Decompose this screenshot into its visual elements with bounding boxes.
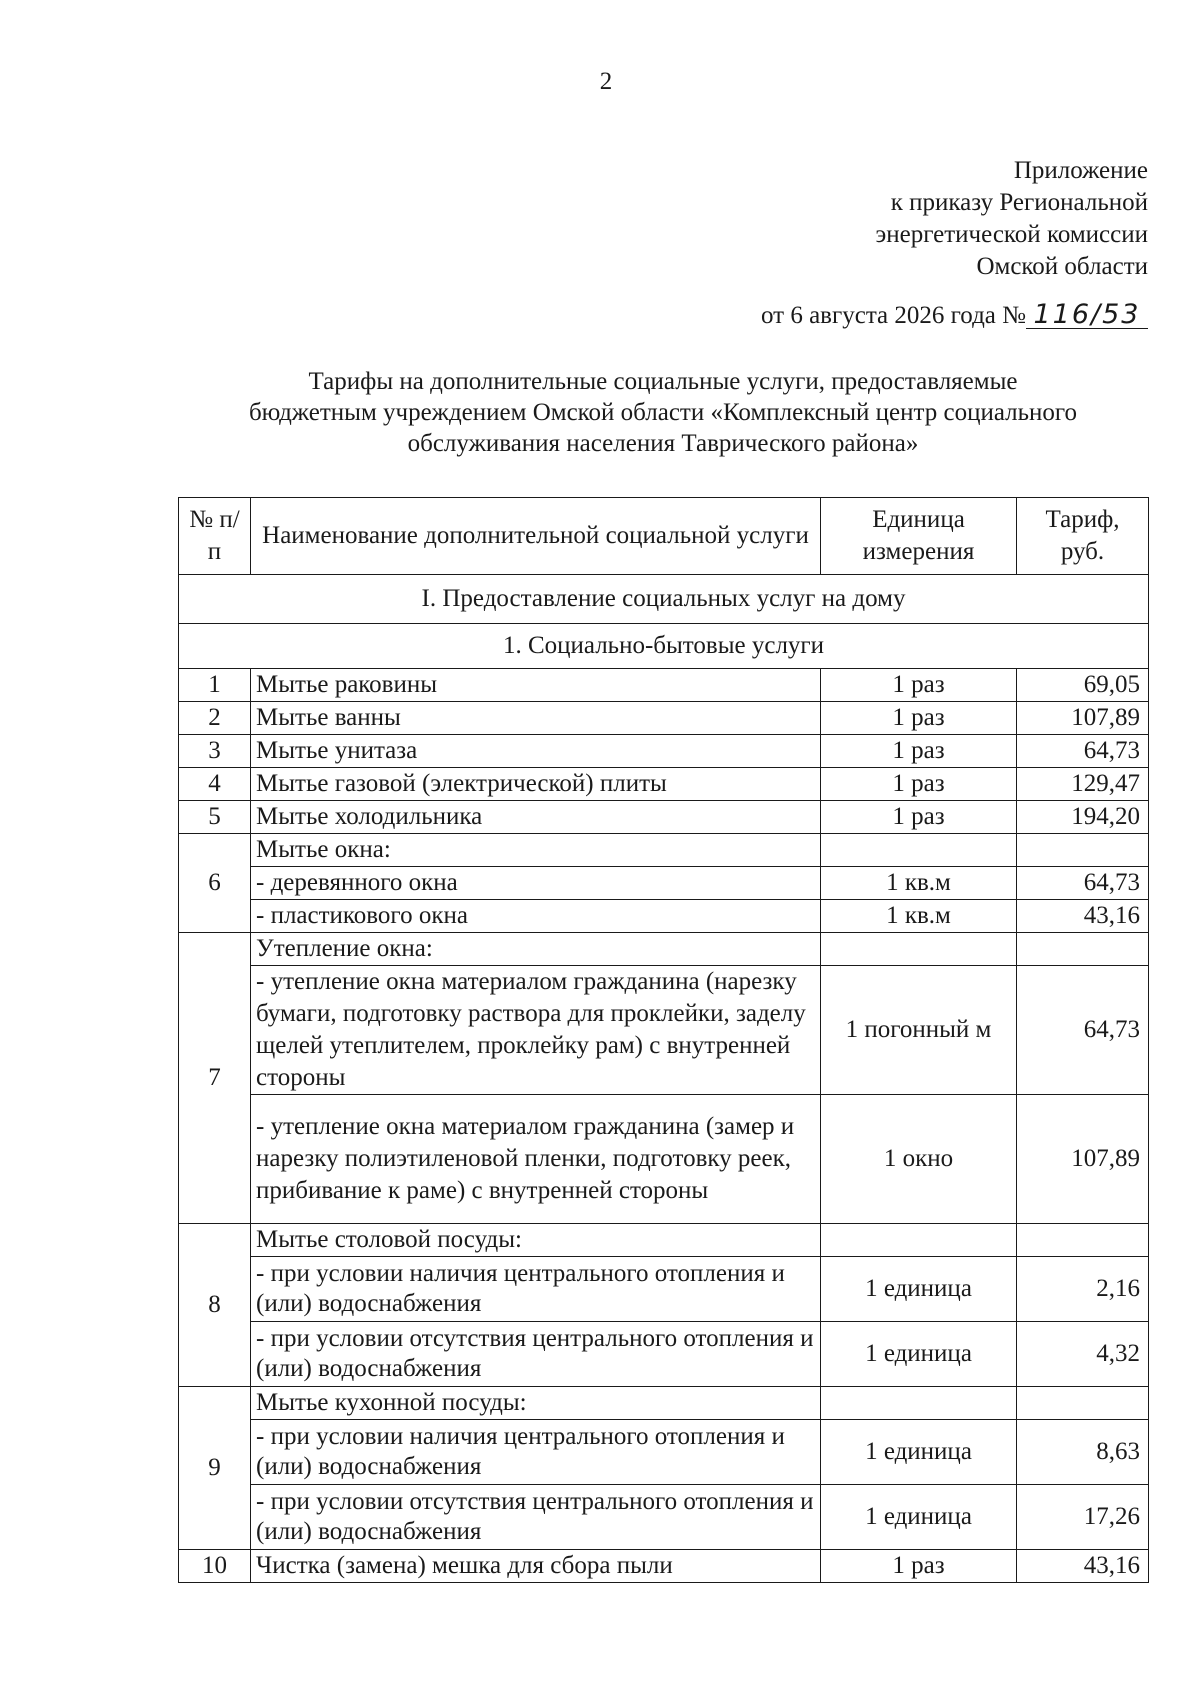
row-number: 4 bbox=[179, 768, 251, 801]
order-date-line bbox=[760, 299, 1148, 330]
service-name: Мытье ванны bbox=[251, 702, 821, 735]
appendix-line: к приказу Региональной bbox=[890, 189, 1148, 216]
tariff-cell: 64,73 bbox=[1017, 735, 1149, 768]
row-number: 7 bbox=[179, 933, 251, 1224]
tariff-cell bbox=[1017, 1387, 1149, 1420]
header-number: № п/п bbox=[179, 498, 251, 575]
unit-cell: 1 единица bbox=[821, 1420, 1017, 1485]
table-row bbox=[179, 933, 1149, 966]
unit-cell bbox=[821, 933, 1017, 966]
table-row bbox=[179, 1257, 1149, 1322]
header-tariff: Тариф, руб. bbox=[1017, 498, 1149, 575]
appendix-block bbox=[876, 155, 1148, 283]
tariff-cell bbox=[1017, 1224, 1149, 1257]
table-row bbox=[179, 900, 1149, 933]
unit-cell: 1 раз bbox=[821, 801, 1017, 834]
table-row bbox=[179, 1485, 1149, 1550]
table-row bbox=[179, 1322, 1149, 1387]
row-number: 1 bbox=[179, 669, 251, 702]
service-heading: Мытье кухонной посуды: bbox=[251, 1387, 821, 1420]
unit-cell: 1 кв.м bbox=[821, 900, 1017, 933]
row-number: 5 bbox=[179, 801, 251, 834]
unit-cell: 1 единица bbox=[821, 1257, 1017, 1322]
table-header-row bbox=[179, 498, 1149, 575]
tariff-cell: 107,89 bbox=[1017, 702, 1149, 735]
appendix-line: Приложение bbox=[1013, 157, 1148, 184]
page-number: 2 bbox=[599, 68, 613, 95]
subsection-row bbox=[179, 624, 1149, 669]
unit-cell: 1 окно bbox=[821, 1095, 1017, 1224]
service-name: - утепление окна материалом гражданина (замер и нарезку полиэтиленовой пленки, подготовку реек, прибивание к раме) с внутренней стороны bbox=[251, 1095, 821, 1224]
order-date-text: от 6 августа 2026 года № bbox=[760, 302, 1026, 329]
service-heading: Мытье окна: bbox=[251, 834, 821, 867]
unit-cell: 1 раз bbox=[821, 735, 1017, 768]
service-name: Мытье газовой (электрической) плиты bbox=[251, 768, 821, 801]
unit-cell: 1 единица bbox=[821, 1322, 1017, 1387]
table-row bbox=[179, 1387, 1149, 1420]
unit-cell: 1 раз bbox=[821, 702, 1017, 735]
unit-cell bbox=[821, 834, 1017, 867]
unit-cell: 1 раз bbox=[821, 1550, 1017, 1583]
tariff-cell: 43,16 bbox=[1017, 1550, 1149, 1583]
tariff-cell: 64,73 bbox=[1017, 867, 1149, 900]
title-line: бюджетным учреждением Омской области «Комплексный центр социального bbox=[248, 399, 1078, 426]
unit-cell: 1 кв.м bbox=[821, 867, 1017, 900]
table-row bbox=[179, 834, 1149, 867]
subsection-title: 1. Социально-бытовые услуги bbox=[179, 624, 1149, 669]
appendix-line: энергетической комиссии bbox=[875, 221, 1148, 248]
title-line: обслуживания населения Таврического района» bbox=[407, 430, 919, 457]
table-row bbox=[179, 801, 1149, 834]
tariff-cell: 69,05 bbox=[1017, 669, 1149, 702]
service-heading: Утепление окна: bbox=[251, 933, 821, 966]
order-number-handwritten: 116/53 bbox=[1026, 302, 1148, 329]
tariff-cell: 4,32 bbox=[1017, 1322, 1149, 1387]
table-row bbox=[179, 867, 1149, 900]
tariff-cell bbox=[1017, 834, 1149, 867]
service-name: Чистка (замена) мешка для сбора пыли bbox=[251, 1550, 821, 1583]
unit-cell: 1 раз bbox=[821, 669, 1017, 702]
service-name: - при условии наличия центрального отопления и (или) водоснабжения bbox=[251, 1257, 821, 1322]
header-name: Наименование дополнительной социальной услуги bbox=[251, 498, 821, 575]
service-name: - при условии наличия центрального отопления и (или) водоснабжения bbox=[251, 1420, 821, 1485]
service-name: - при условии отсутствия центрального отопления и (или) водоснабжения bbox=[251, 1485, 821, 1550]
table-row bbox=[179, 669, 1149, 702]
section-row bbox=[179, 575, 1149, 624]
service-name: - утепление окна материалом гражданина (нарезку бумаги, подготовку раствора для проклейки, заделу щелей утеплителем, проклейку рам) с внутренней стороны bbox=[251, 966, 821, 1095]
service-name: Мытье раковины bbox=[251, 669, 821, 702]
row-number: 3 bbox=[179, 735, 251, 768]
table-row bbox=[179, 966, 1149, 1095]
tariff-table bbox=[178, 497, 1149, 1583]
tariff-cell: 64,73 bbox=[1017, 966, 1149, 1095]
row-number: 8 bbox=[179, 1224, 251, 1387]
tariff-cell: 129,47 bbox=[1017, 768, 1149, 801]
service-heading: Мытье столовой посуды: bbox=[251, 1224, 821, 1257]
tariff-cell: 2,16 bbox=[1017, 1257, 1149, 1322]
unit-cell: 1 раз bbox=[821, 768, 1017, 801]
table-row bbox=[179, 1550, 1149, 1583]
unit-cell: 1 единица bbox=[821, 1485, 1017, 1550]
table-row bbox=[179, 1224, 1149, 1257]
section-title: I. Предоставление социальных услуг на дому bbox=[179, 575, 1149, 624]
table-row bbox=[179, 1420, 1149, 1485]
service-name: - при условии отсутствия центрального отопления и (или) водоснабжения bbox=[251, 1322, 821, 1387]
row-number: 6 bbox=[179, 834, 251, 933]
unit-cell bbox=[821, 1387, 1017, 1420]
tariff-cell bbox=[1017, 933, 1149, 966]
service-name: - деревянного окна bbox=[251, 867, 821, 900]
header-unit: Единица измерения bbox=[821, 498, 1017, 575]
service-name: Мытье унитаза bbox=[251, 735, 821, 768]
row-number: 9 bbox=[179, 1387, 251, 1550]
tariff-cell: 17,26 bbox=[1017, 1485, 1149, 1550]
tariff-cell: 107,89 bbox=[1017, 1095, 1149, 1224]
tariff-cell: 194,20 bbox=[1017, 801, 1149, 834]
row-number: 10 bbox=[179, 1550, 251, 1583]
unit-cell bbox=[821, 1224, 1017, 1257]
table-row bbox=[179, 1095, 1149, 1224]
table-row bbox=[179, 735, 1149, 768]
service-name: Мытье холодильника bbox=[251, 801, 821, 834]
table-row bbox=[179, 768, 1149, 801]
document-title bbox=[178, 366, 1148, 459]
table-row bbox=[179, 702, 1149, 735]
appendix-line: Омской области bbox=[976, 253, 1148, 280]
tariff-cell: 43,16 bbox=[1017, 900, 1149, 933]
service-name: - пластикового окна bbox=[251, 900, 821, 933]
title-line: Тарифы на дополнительные социальные услуги, предоставляемые bbox=[308, 368, 1018, 395]
row-number: 2 bbox=[179, 702, 251, 735]
tariff-cell: 8,63 bbox=[1017, 1420, 1149, 1485]
unit-cell: 1 погонный м bbox=[821, 966, 1017, 1095]
